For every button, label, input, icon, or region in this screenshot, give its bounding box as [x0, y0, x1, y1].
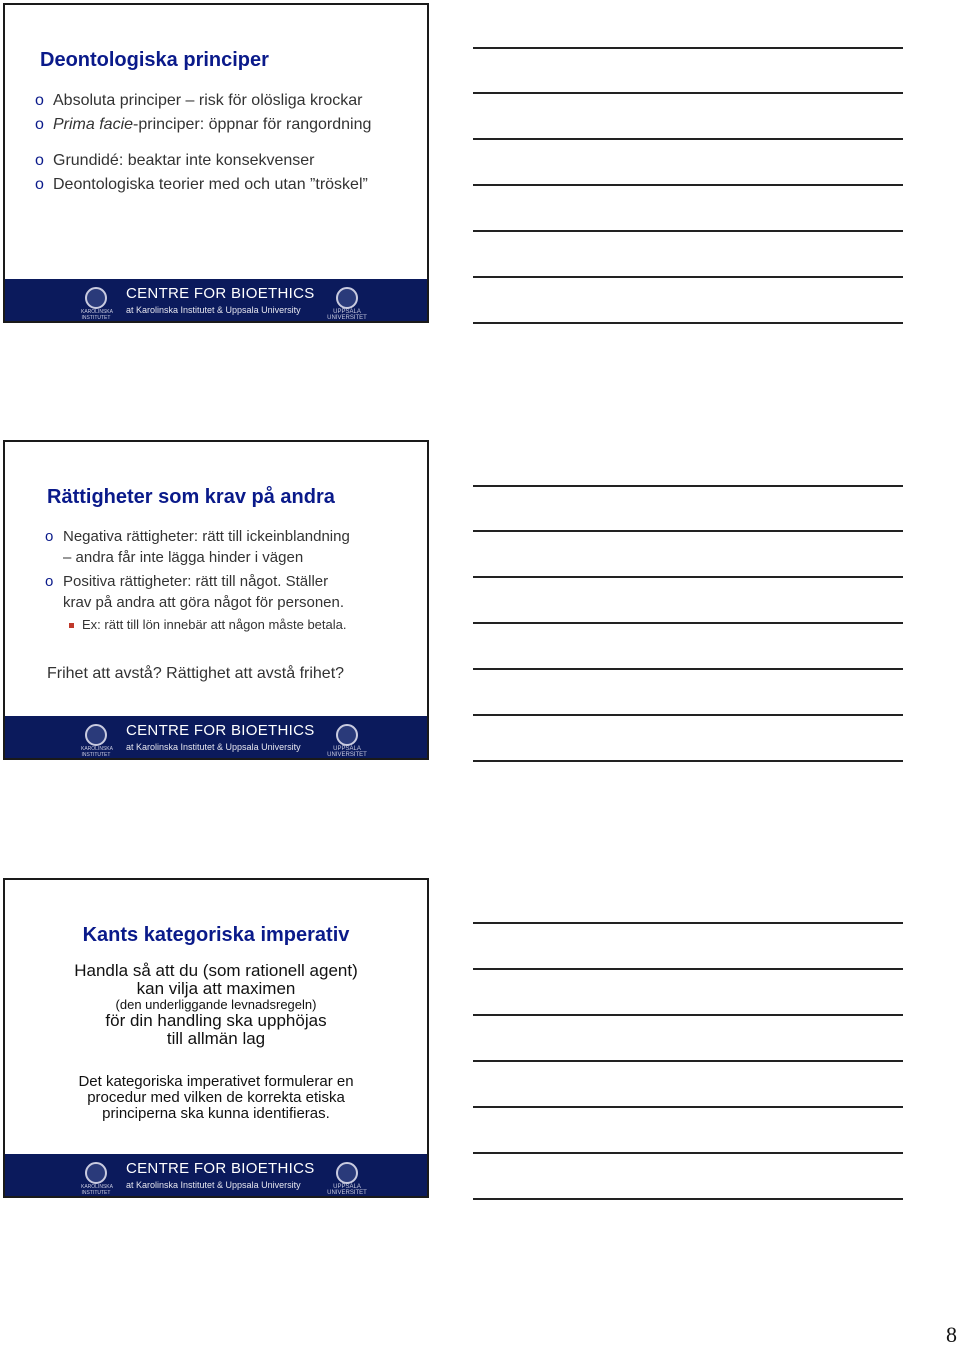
- crest-caption: KAROLINSKA INSTITUTET: [81, 309, 113, 321]
- slide-title: Deontologiska principer: [40, 49, 269, 71]
- notes-line: [473, 230, 903, 232]
- uppsala-seal-icon: [336, 1162, 358, 1184]
- crest-caption: UPPSALA UNIVERSITET: [327, 746, 367, 758]
- slide-2: [3, 440, 429, 760]
- notes-line: [473, 184, 903, 186]
- page-number: 8: [946, 1322, 957, 1347]
- banner-title: CENTRE FOR BIOETHICS: [126, 722, 315, 739]
- banner-title: CENTRE FOR BIOETHICS: [126, 285, 315, 302]
- notes-line: [473, 138, 903, 140]
- slide-title: Kants kategoriska imperativ: [82, 924, 350, 946]
- notes-line: [473, 922, 903, 924]
- slide-3: [3, 878, 429, 1198]
- notes-line: [473, 1106, 903, 1108]
- bioethics-banner: [5, 1154, 427, 1196]
- question-text: Frihet att avstå? Rättighet att avstå frihet?: [47, 665, 345, 682]
- list-item: o Grundidé: beaktar inte konsekvenser: [35, 152, 315, 169]
- conclusion-block: Det kategoriska imperativet formulerar en procedur med vilken de korrekta etiska principerna ska kunna identifieras.: [78, 1073, 354, 1122]
- bioethics-banner: [5, 279, 427, 321]
- crest-caption: KAROLINSKA INSTITUTET: [81, 1184, 113, 1196]
- list-item: o Prima facie-principer: öppnar för rangordning: [35, 116, 372, 133]
- bullet-list: [35, 89, 417, 197]
- notes-line: [473, 1014, 903, 1016]
- notes-line: [473, 276, 903, 278]
- notes-line: [473, 668, 903, 670]
- notes-line: [473, 1198, 903, 1200]
- banner-subtitle: at Karolinska Institutet & Uppsala University: [126, 305, 301, 315]
- notes-line: [473, 1152, 903, 1154]
- list-item: o Positiva rättigheter: rätt till något. Ställer krav på andra att göra något för personen.: [45, 573, 345, 611]
- notes-line: [473, 576, 903, 578]
- list-item: o Negativa rättigheter: rätt till ickeinblandning – andra får inte lägga hinder i vägen: [45, 528, 350, 566]
- crest-caption: KAROLINSKA INSTITUTET: [81, 746, 113, 758]
- notes-line: [473, 485, 903, 487]
- uppsala-seal-icon: [336, 287, 358, 309]
- slide-1: [3, 3, 429, 323]
- banner-subtitle: at Karolinska Institutet & Uppsala University: [126, 1180, 301, 1190]
- bioethics-banner: [5, 716, 427, 758]
- slide-title: Rättigheter som krav på andra: [47, 486, 335, 508]
- bullet-list: [45, 526, 417, 613]
- karolinska-seal-icon: [85, 1162, 107, 1184]
- notes-line: [473, 322, 903, 324]
- karolinska-seal-icon: [85, 724, 107, 746]
- list-item: o Deontologiska teorier med och utan ”tröskel”: [35, 176, 368, 193]
- notes-line: [473, 530, 903, 532]
- imperative-block: Handla så att du (som rationell agent) kan vilja att maximen (den underliggande levnadsregeln) för din handling ska upphöjas till allmän lag: [74, 961, 358, 1048]
- karolinska-seal-icon: [85, 287, 107, 309]
- notes-line: [473, 1060, 903, 1062]
- banner-title: CENTRE FOR BIOETHICS: [126, 1160, 315, 1177]
- square-bullet-icon: [69, 623, 74, 628]
- uppsala-seal-icon: [336, 724, 358, 746]
- notes-line: [473, 92, 903, 94]
- crest-caption: UPPSALA UNIVERSITET: [327, 1184, 367, 1196]
- notes-line: [473, 760, 903, 762]
- notes-line: [473, 622, 903, 624]
- notes-line: [473, 47, 903, 49]
- banner-subtitle: at Karolinska Institutet & Uppsala University: [126, 742, 301, 752]
- notes-line: [473, 714, 903, 716]
- notes-line: [473, 968, 903, 970]
- list-item: o Absoluta principer – risk för olösliga krockar: [35, 92, 363, 109]
- crest-caption: UPPSALA UNIVERSITET: [327, 309, 367, 321]
- sub-bullet: Ex: rätt till lön innebär att någon måste betala.: [69, 617, 347, 632]
